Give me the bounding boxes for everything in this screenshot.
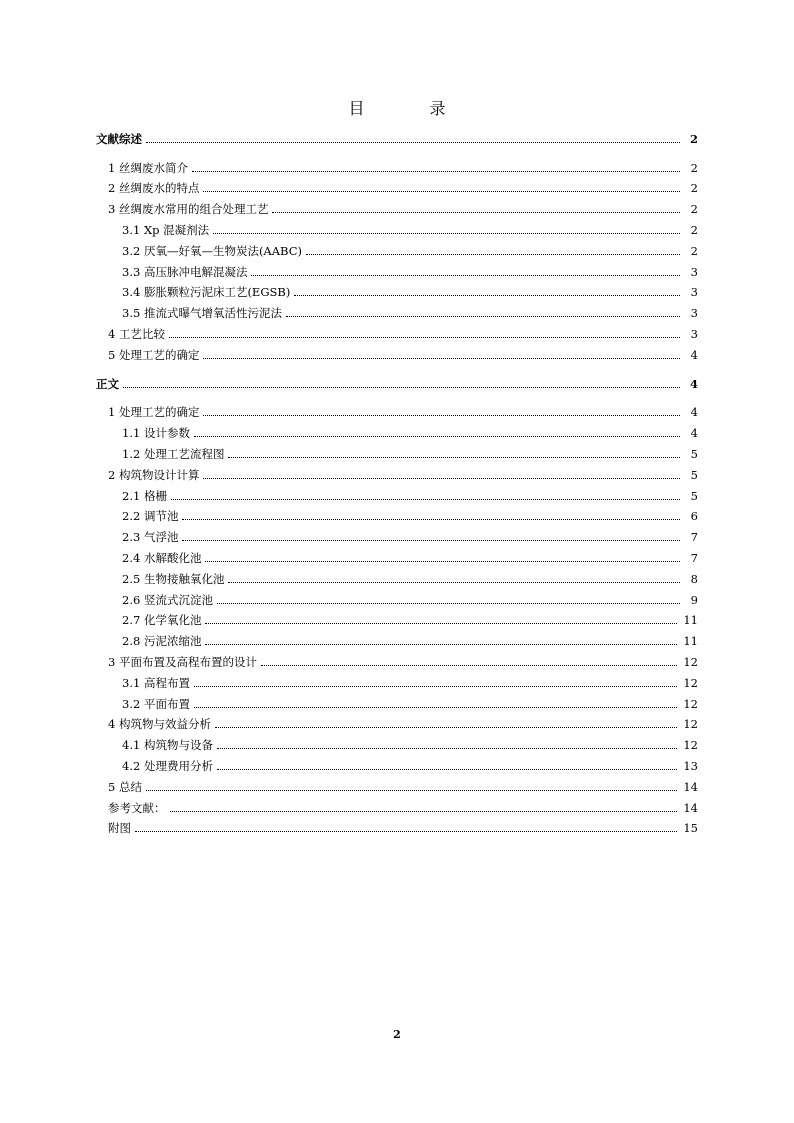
toc-entry-page: 2 — [690, 181, 698, 196]
toc-entry-label: 正文 — [96, 376, 119, 391]
toc-entry-label: 文献综述 — [96, 131, 142, 146]
toc-entry-label: 1.1 设计参数 — [122, 426, 190, 441]
toc-entry-page: 5 — [690, 488, 698, 503]
dot-leader — [203, 358, 680, 359]
toc-entry[interactable] — [96, 482, 698, 503]
toc-entry-page: 4 — [690, 405, 698, 420]
toc-entry[interactable] — [96, 175, 698, 196]
toc-entry-page: 3 — [690, 326, 698, 341]
toc-entry-page: 7 — [690, 550, 698, 565]
toc-entry-page: 4 — [690, 347, 698, 362]
toc-entry-label: 3.1 Xp 混凝剂法 — [122, 222, 210, 237]
toc-entry[interactable] — [96, 731, 698, 752]
toc-entry[interactable] — [96, 544, 698, 565]
toc-entry-page: 12 — [683, 717, 698, 732]
toc-entry-page: 11 — [683, 613, 698, 628]
dot-leader — [205, 561, 680, 562]
dot-leader — [203, 415, 680, 416]
toc-entry-label: 2.6 竖流式沉淀池 — [122, 592, 213, 607]
toc-entry[interactable] — [96, 627, 698, 648]
toc-entry-label: 4.1 构筑物与设备 — [122, 738, 213, 753]
toc-entry[interactable] — [96, 711, 698, 732]
dot-leader — [251, 275, 680, 276]
toc-entry-page: 12 — [683, 654, 698, 669]
toc-entry-page: 12 — [683, 675, 698, 690]
toc-entry[interactable] — [96, 648, 698, 669]
toc-entry[interactable] — [96, 279, 698, 300]
toc-entry-page: 14 — [683, 800, 698, 815]
toc-entry-label: 1 处理工艺的确定 — [108, 405, 200, 420]
toc-entry[interactable] — [96, 440, 698, 461]
toc-entry[interactable] — [96, 258, 698, 279]
toc-entry-page: 2 — [689, 131, 698, 146]
dot-leader — [261, 665, 677, 666]
toc-entry-page: 9 — [690, 592, 698, 607]
dot-leader — [169, 337, 680, 338]
toc-entry-label: 2.4 水解酸化池 — [122, 550, 202, 565]
toc-entry[interactable] — [96, 341, 698, 362]
toc-entry-page: 7 — [690, 530, 698, 545]
dot-leader — [194, 686, 677, 687]
dot-leader — [170, 811, 678, 812]
dot-leader — [215, 727, 677, 728]
toc-entry-label: 3.5 推流式曝气增氧活性污泥法 — [122, 306, 282, 321]
dot-leader — [286, 316, 680, 317]
toc-entry-label: 2.3 气浮池 — [122, 530, 179, 545]
toc-entry-label: 3.3 高压脉冲电解混凝法 — [122, 264, 248, 279]
dot-leader — [194, 707, 677, 708]
toc-entry[interactable] — [96, 669, 698, 690]
toc-entry-page: 12 — [683, 696, 698, 711]
toc-entry[interactable] — [96, 794, 698, 815]
toc-entry-label: 4.2 处理费用分析 — [122, 758, 213, 773]
page-number: 2 — [393, 1028, 401, 1041]
toc-entry-label: 1 丝绸废水简介 — [108, 160, 188, 175]
toc-entry[interactable] — [96, 154, 698, 175]
toc-entry-label: 2.1 格栅 — [122, 488, 167, 503]
toc-entry[interactable] — [96, 399, 698, 420]
dot-leader — [182, 519, 680, 520]
toc-entry[interactable] — [96, 773, 698, 794]
dot-leader — [203, 191, 680, 192]
dot-leader — [146, 142, 680, 143]
toc-entry-page: 5 — [690, 467, 698, 482]
toc-entry-page: 5 — [690, 446, 698, 461]
toc-entry-page: 4 — [689, 376, 698, 391]
dot-leader — [146, 790, 677, 791]
toc-entry-label: 3.2 厌氧—好氧—生物炭法(AABC) — [122, 243, 302, 258]
toc-entry[interactable] — [96, 586, 698, 607]
dot-leader — [294, 295, 680, 296]
toc-entry[interactable] — [96, 320, 698, 341]
toc-entry-page: 11 — [683, 634, 698, 649]
toc-entry[interactable] — [96, 523, 698, 544]
toc-entry-label: 附图 — [108, 821, 131, 836]
toc-entry-page: 15 — [683, 821, 698, 836]
toc-entry-page: 3 — [690, 264, 698, 279]
toc-entry-page: 4 — [690, 426, 698, 441]
dot-leader — [203, 478, 680, 479]
toc-entry[interactable] — [96, 370, 698, 391]
toc-entry-label: 3 平面布置及高程布置的设计 — [108, 654, 257, 669]
dot-leader — [194, 436, 680, 437]
table-of-contents — [96, 125, 698, 835]
toc-entry[interactable] — [96, 815, 698, 836]
toc-entry[interactable] — [96, 419, 698, 440]
dot-leader — [192, 171, 680, 172]
dot-leader — [217, 603, 680, 604]
toc-entry-label: 3 丝绸废水常用的组合处理工艺 — [108, 202, 269, 217]
dot-leader — [217, 769, 677, 770]
toc-entry-page: 2 — [690, 160, 698, 175]
toc-entry-page: 2 — [690, 222, 698, 237]
toc-entry-page: 6 — [690, 509, 698, 524]
toc-entry-label: 4 工艺比较 — [108, 326, 165, 341]
toc-entry-label: 参考文献： — [108, 800, 166, 815]
toc-entry-label: 4 构筑物与效益分析 — [108, 717, 211, 732]
dot-leader — [228, 582, 680, 583]
toc-entry-label: 5 总结 — [108, 779, 142, 794]
toc-entry-page: 2 — [690, 202, 698, 217]
dot-leader — [217, 748, 677, 749]
dot-leader — [205, 644, 677, 645]
dot-leader — [171, 499, 680, 500]
toc-entry-page: 14 — [683, 779, 698, 794]
toc-entry-page: 3 — [690, 285, 698, 300]
toc-entry-label: 3.2 平面布置 — [122, 696, 190, 711]
toc-entry[interactable] — [96, 195, 698, 216]
toc-entry[interactable] — [96, 461, 698, 482]
toc-entry-label: 2 丝绸废水的特点 — [108, 181, 200, 196]
toc-entry[interactable] — [96, 690, 698, 711]
dot-leader — [135, 831, 677, 832]
toc-title: 目 录 — [348, 99, 476, 118]
toc-entry-label: 2.8 污泥浓缩池 — [122, 634, 202, 649]
toc-entry-label: 2 构筑物设计计算 — [108, 467, 200, 482]
toc-entry-label: 3.1 高程布置 — [122, 675, 190, 690]
dot-leader — [306, 254, 680, 255]
toc-entry-label: 2.5 生物接触氧化池 — [122, 571, 225, 586]
dot-leader — [272, 212, 680, 213]
toc-entry[interactable] — [96, 752, 698, 773]
toc-entry-label: 3.4 膨胀颗粒污泥床工艺(EGSB) — [122, 285, 291, 300]
toc-entry-page: 2 — [690, 243, 698, 258]
toc-entry[interactable] — [96, 216, 698, 237]
dot-leader — [205, 623, 677, 624]
toc-entry-page: 12 — [683, 738, 698, 753]
toc-entry[interactable] — [96, 237, 698, 258]
toc-entry-label: 2.2 调节池 — [122, 509, 179, 524]
toc-entry-label: 2.7 化学氧化池 — [122, 613, 202, 628]
toc-entry-label: 5 处理工艺的确定 — [108, 347, 200, 362]
toc-entry[interactable] — [96, 565, 698, 586]
toc-entry-page: 13 — [683, 758, 698, 773]
toc-entry[interactable] — [96, 299, 698, 320]
dot-leader — [213, 233, 680, 234]
toc-entry-label: 1.2 处理工艺流程图 — [122, 446, 225, 461]
dot-leader — [123, 387, 680, 388]
toc-entry-page: 3 — [690, 306, 698, 321]
toc-entry[interactable] — [96, 125, 698, 146]
toc-entry[interactable] — [96, 503, 698, 524]
dot-leader — [228, 457, 680, 458]
toc-entry[interactable] — [96, 607, 698, 628]
dot-leader — [182, 540, 680, 541]
toc-entry-page: 8 — [690, 571, 698, 586]
